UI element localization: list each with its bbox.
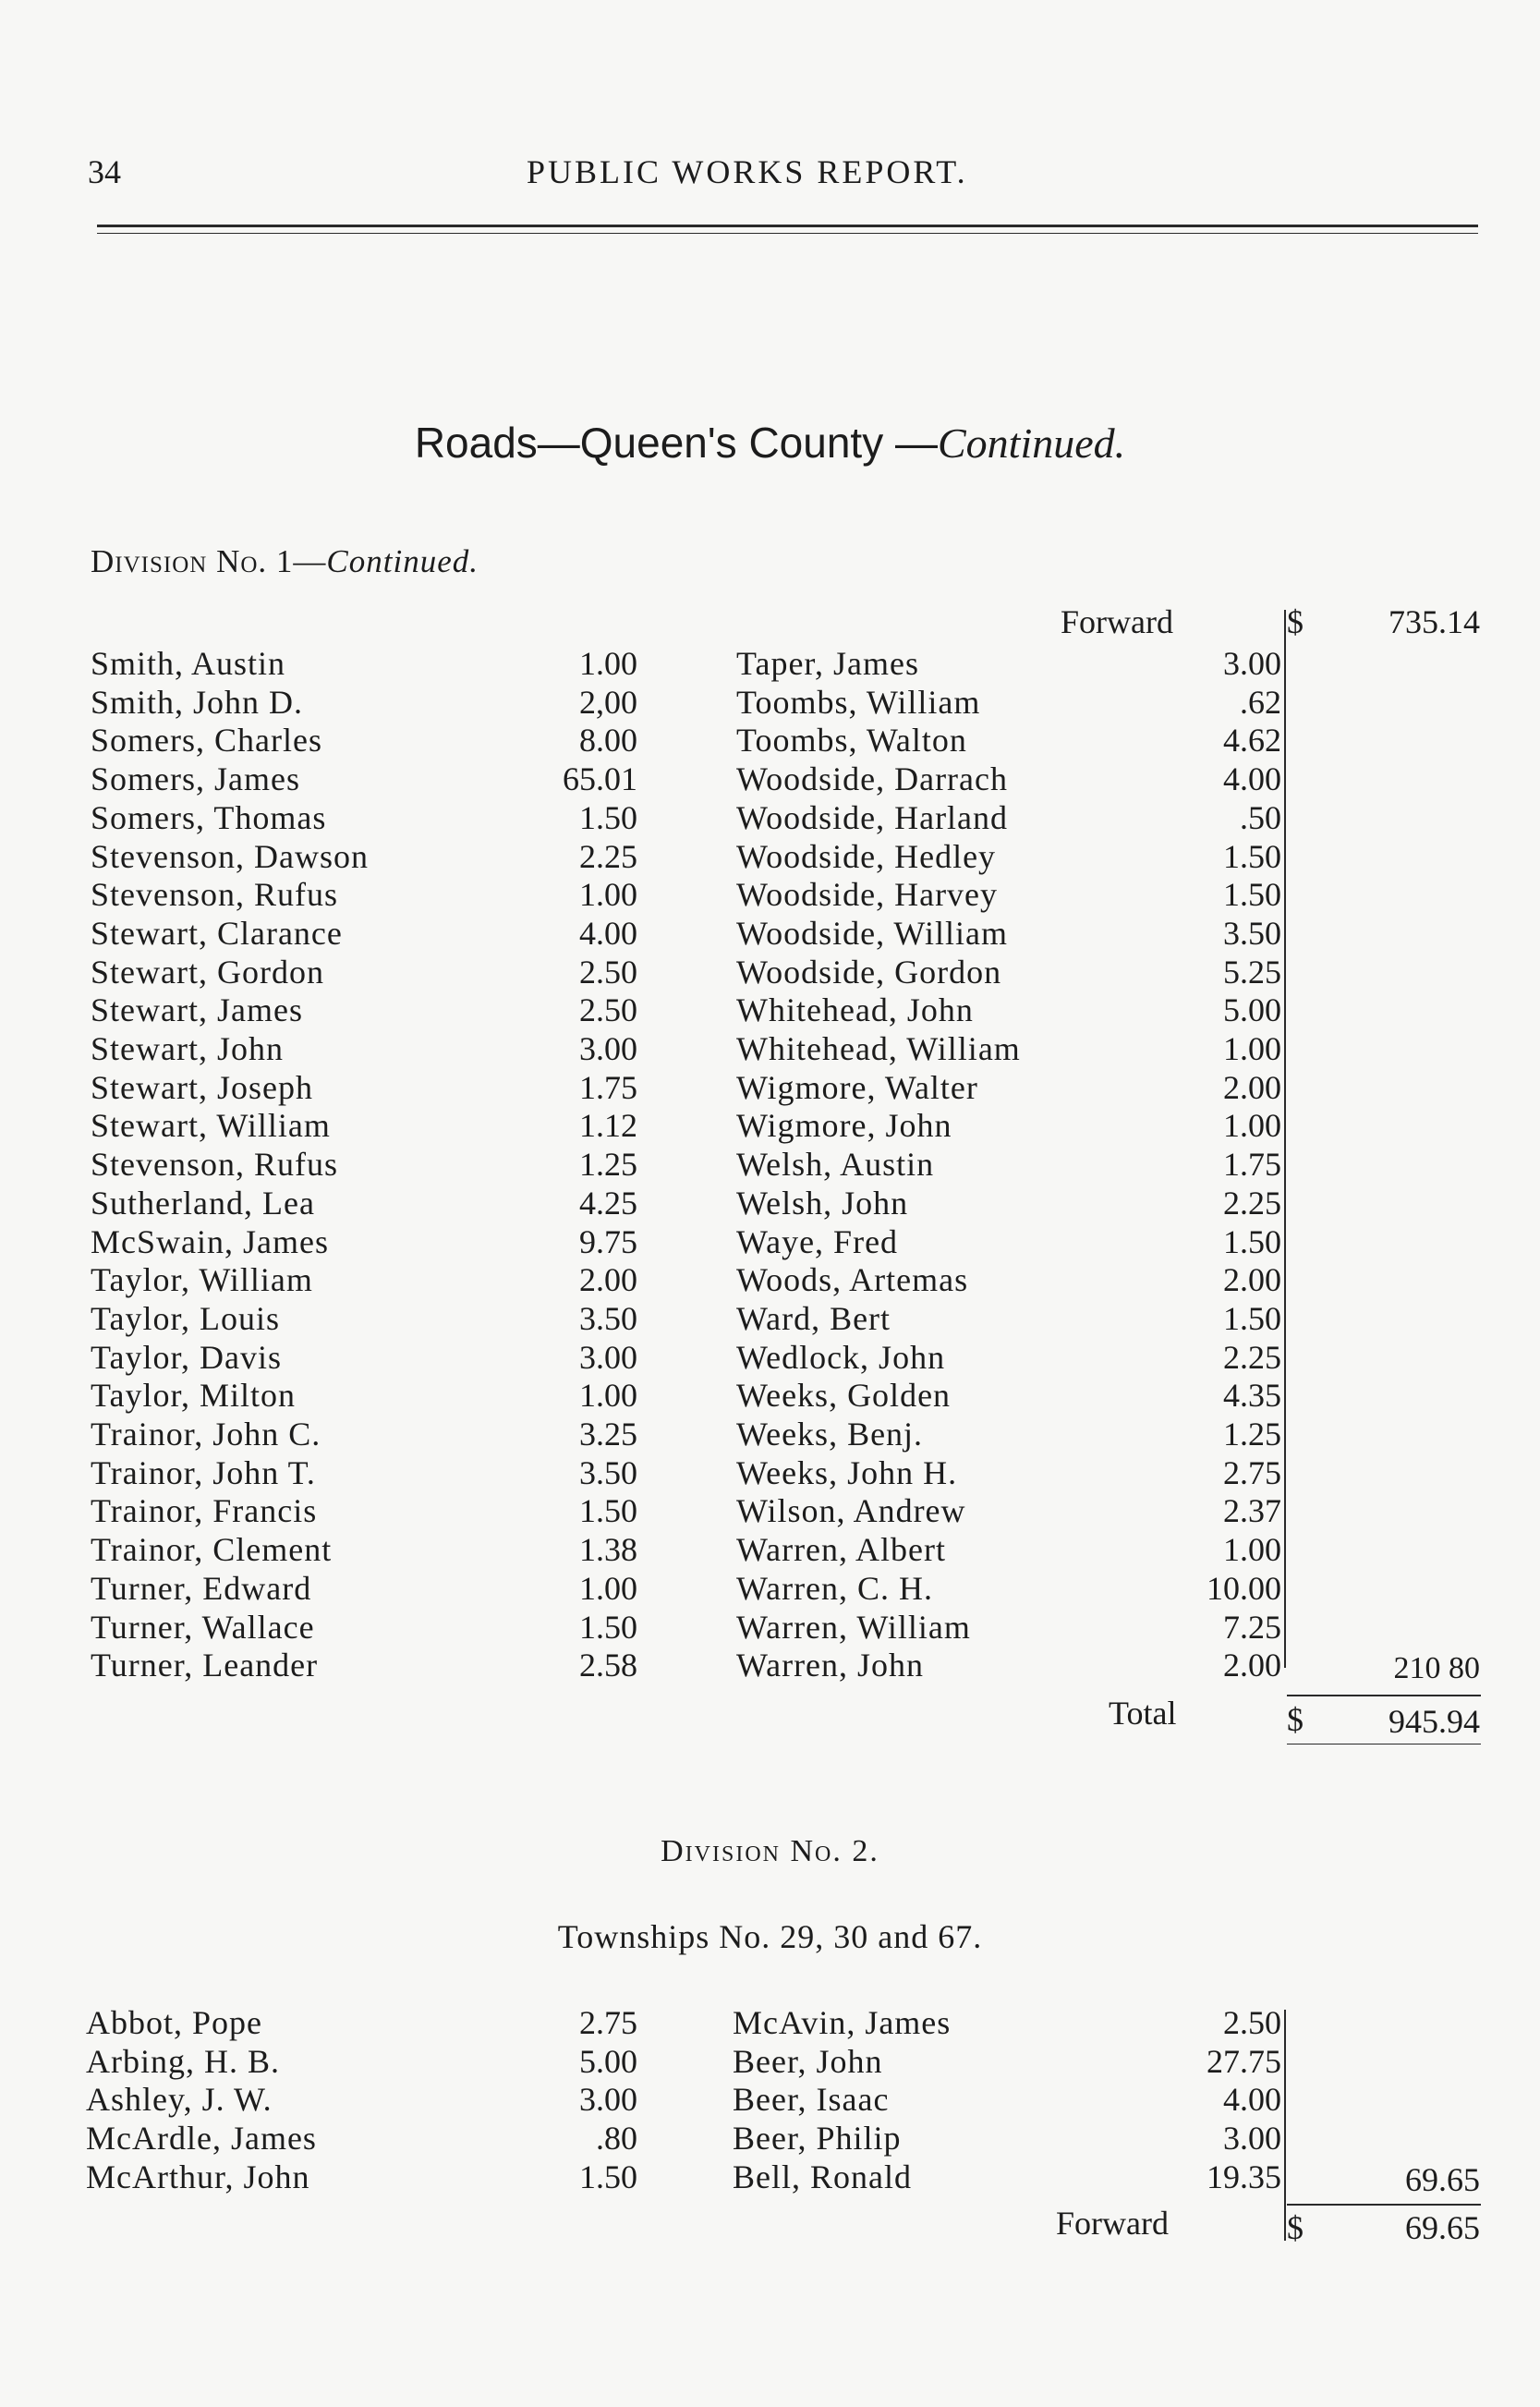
entry-amount: 3.00: [579, 1030, 637, 1067]
entry-name: Wigmore, Walter: [736, 1068, 978, 1106]
entry-amount: 10.00: [1207, 1569, 1281, 1607]
entry-name: McAvin, James: [733, 2004, 952, 2041]
entry-name: McArdle, James: [86, 2120, 317, 2158]
entry-amount: 5.00: [579, 2042, 637, 2080]
entry-name: Taylor, William: [91, 1261, 313, 1299]
entry-amount: 2.00: [1223, 1647, 1281, 1684]
entry-name: Ward, Bert: [736, 1299, 891, 1337]
entry-amount: .62: [1240, 683, 1281, 721]
entry-amount: 1.50: [1223, 876, 1281, 914]
entry-amount: 2.50: [579, 953, 637, 991]
entry-name: Stewart, Joseph: [91, 1068, 313, 1106]
entry-name: Taylor, Milton: [91, 1377, 297, 1415]
entry-amount: 1.75: [1223, 1146, 1281, 1184]
subtotal-rule: [1287, 1695, 1481, 1696]
entry-amount: 1.00: [1223, 1531, 1281, 1569]
entry-amount: 2.50: [579, 991, 637, 1029]
section-title: [0, 418, 1540, 468]
total-label: Total: [1109, 1695, 1177, 1732]
entry-amount: 2.25: [1223, 1338, 1281, 1376]
entry-name: Wedlock, John: [736, 1338, 946, 1376]
entry-amount: 1.50: [579, 2158, 637, 2195]
entry-name: Arbing, H. B.: [86, 2042, 280, 2080]
amount-column-rule: [1284, 610, 1286, 1668]
division-1-heading-text: Division No. 1—: [91, 543, 327, 579]
division-2-subheading: Townships No. 29, 30 and 67.: [557, 1918, 983, 1955]
entry-amount: 8.00: [579, 722, 637, 760]
entry-name: Weeks, Benj.: [736, 1416, 924, 1453]
entry-amount: 1.75: [579, 1068, 637, 1106]
entry-amount: 1.25: [579, 1146, 637, 1184]
entry-name: McArthur, John: [86, 2158, 310, 2195]
entry-amount: 2.00: [1223, 1068, 1281, 1106]
entry-amount: 5.00: [1223, 991, 1281, 1029]
entry-name: Welsh, John: [736, 1184, 909, 1222]
entry-name: Smith, Austin: [91, 645, 286, 682]
entry-name: Woodside, Harvey: [736, 876, 999, 914]
entry-amount: 2.25: [579, 837, 637, 875]
entry-name: Bell, Ronald: [733, 2158, 912, 2195]
header-rule: [97, 225, 1478, 227]
entry-amount: 1.50: [579, 798, 637, 836]
entry-name: Warren, William: [736, 1608, 971, 1646]
entry-name: Trainor, Clement: [91, 1531, 333, 1569]
entry-name: Somers, Charles: [91, 722, 322, 760]
entry-amount: 9.75: [579, 1222, 637, 1260]
entry-amount: 1.12: [579, 1107, 637, 1145]
running-title: PUBLIC WORKS REPORT.: [527, 153, 968, 190]
entry-name: Smith, John D.: [91, 683, 304, 721]
forward-amount: 735.14: [1388, 603, 1480, 640]
entry-amount: 1.00: [579, 645, 637, 682]
total-amount: 945.94: [1388, 1703, 1480, 1740]
entry-name: Stewart, Clarance: [91, 914, 343, 952]
entry-amount: 3.50: [579, 1299, 637, 1337]
entry-name: Trainor, Francis: [91, 1492, 318, 1530]
division-2-forward-dollar: $: [1287, 2209, 1304, 2246]
entry-amount: 1.00: [1223, 1030, 1281, 1067]
entry-name: Woodside, William: [736, 914, 1008, 952]
entry-name: Welsh, Austin: [736, 1146, 935, 1184]
entry-name: Stevenson, Rufus: [91, 1146, 338, 1184]
entry-name: Whitehead, William: [736, 1030, 1021, 1067]
page-number: 34: [88, 153, 121, 190]
entry-amount: 1.38: [579, 1531, 637, 1569]
entry-name: Toombs, Walton: [736, 722, 967, 760]
entry-amount: 1.50: [1223, 1299, 1281, 1337]
entry-name: Sutherland, Lea: [91, 1184, 315, 1222]
entry-amount: 4.35: [1223, 1377, 1281, 1415]
entry-amount: 3.25: [579, 1416, 637, 1453]
division-1-heading: [91, 543, 479, 580]
entry-amount: .50: [1240, 798, 1281, 836]
division-2-subtotal: 69.65: [1405, 2161, 1480, 2198]
entry-name: Turner, Leander: [91, 1647, 319, 1684]
entry-name: Waye, Fred: [736, 1222, 899, 1260]
entry-name: Somers, Thomas: [91, 798, 327, 836]
entry-amount: 4.62: [1223, 722, 1281, 760]
entry-name: Woodside, Harland: [736, 798, 1009, 836]
entry-amount: 3.50: [1223, 914, 1281, 952]
entry-amount: 7.25: [1223, 1608, 1281, 1646]
entry-amount: 27.75: [1207, 2042, 1281, 2080]
entry-amount: 2.00: [579, 1261, 637, 1299]
entry-name: Whitehead, John: [736, 991, 974, 1029]
entry-amount: 65.01: [563, 760, 637, 798]
entry-name: Woods, Artemas: [736, 1261, 969, 1299]
division-2-amount-rule: [1284, 2010, 1286, 2241]
entry-amount: .80: [596, 2120, 637, 2158]
entry-amount: 3.00: [1223, 2120, 1281, 2158]
entry-name: Woodside, Hedley: [736, 837, 997, 875]
division-1-heading-italic: Continued.: [326, 543, 479, 579]
entry-name: Wilson, Andrew: [736, 1492, 966, 1530]
entry-amount: 3.00: [579, 2081, 637, 2119]
entry-name: Ashley, J. W.: [86, 2081, 273, 2119]
entry-amount: 2.75: [1223, 1453, 1281, 1491]
entry-name: Trainor, John T.: [91, 1453, 316, 1491]
entry-amount: 1.00: [579, 1377, 637, 1415]
entry-amount: 4.25: [579, 1184, 637, 1222]
total-dollar: $: [1287, 1701, 1304, 1738]
entry-amount: 1.50: [1223, 1222, 1281, 1260]
entry-amount: 3.50: [579, 1453, 637, 1491]
entry-amount: 2,00: [579, 683, 637, 721]
entry-name: Stewart, John: [91, 1030, 284, 1067]
entry-amount: 2.25: [1223, 1184, 1281, 1222]
entry-name: Taper, James: [736, 645, 919, 682]
entry-amount: 1.00: [579, 876, 637, 914]
entry-name: Taylor, Louis: [91, 1299, 281, 1337]
entry-amount: 4.00: [579, 914, 637, 952]
entry-name: Stevenson, Dawson: [91, 837, 369, 875]
entry-name: Turner, Wallace: [91, 1608, 315, 1646]
entry-amount: 3.00: [579, 1338, 637, 1376]
entry-name: Stewart, James: [91, 991, 303, 1029]
entry-amount: 19.35: [1207, 2158, 1281, 2195]
entry-amount: 3.00: [1223, 645, 1281, 682]
division-1-subtotal: 210 80: [1393, 1651, 1480, 1685]
entry-amount: 1.00: [579, 1569, 637, 1607]
entry-name: Weeks, Golden: [736, 1377, 952, 1415]
entry-name: Stewart, Gordon: [91, 953, 324, 991]
entry-amount: 2.37: [1223, 1492, 1281, 1530]
entry-name: Trainor, John C.: [91, 1416, 321, 1453]
division-2-forward-amount: 69.65: [1405, 2209, 1480, 2246]
entry-amount: 1.50: [579, 1608, 637, 1646]
entry-name: Turner, Edward: [91, 1569, 312, 1607]
entry-amount: 2.58: [579, 1647, 637, 1684]
section-title-italic: Continued.: [938, 419, 1126, 467]
entry-name: Beer, John: [733, 2042, 883, 2080]
entry-name: Stevenson, Rufus: [91, 876, 338, 914]
division-2-subtotal-rule: [1287, 2204, 1481, 2206]
entry-amount: 4.00: [1223, 2081, 1281, 2119]
forward-label: Forward: [1061, 603, 1173, 640]
entry-name: Warren, Albert: [736, 1531, 947, 1569]
entry-name: Beer, Philip: [733, 2120, 902, 2158]
forward-dollar: $: [1287, 603, 1304, 640]
entry-amount: 1.25: [1223, 1416, 1281, 1453]
entry-amount: 5.25: [1223, 953, 1281, 991]
division-2-forward-label: Forward: [1056, 2205, 1169, 2242]
entry-name: Woodside, Gordon: [736, 953, 1002, 991]
entry-name: McSwain, James: [91, 1222, 329, 1260]
header-rule-thin: [97, 233, 1478, 234]
entry-name: Woodside, Darrach: [736, 760, 1008, 798]
entry-amount: 4.00: [1223, 760, 1281, 798]
entry-amount: 1.50: [579, 1492, 637, 1530]
entry-amount: 1.00: [1223, 1107, 1281, 1145]
entry-name: Abbot, Pope: [86, 2004, 262, 2041]
entry-name: Wigmore, John: [736, 1107, 952, 1145]
entry-amount: 2.75: [579, 2004, 637, 2041]
section-title-main: Roads—Queen's County —: [414, 419, 938, 467]
entry-name: Weeks, John H.: [736, 1453, 958, 1491]
entry-amount: 2.50: [1223, 2004, 1281, 2041]
entry-name: Taylor, Davis: [91, 1338, 282, 1376]
entry-name: Beer, Isaac: [733, 2081, 890, 2119]
entry-amount: 1.50: [1223, 837, 1281, 875]
entry-name: Stewart, William: [91, 1107, 331, 1145]
entry-name: Warren, C. H.: [736, 1569, 934, 1607]
entry-amount: 2.00: [1223, 1261, 1281, 1299]
division-2-heading: Division No. 2.: [661, 1834, 879, 1868]
entry-name: Toombs, William: [736, 683, 981, 721]
entry-name: Somers, James: [91, 760, 300, 798]
entry-name: Warren, John: [736, 1647, 925, 1684]
